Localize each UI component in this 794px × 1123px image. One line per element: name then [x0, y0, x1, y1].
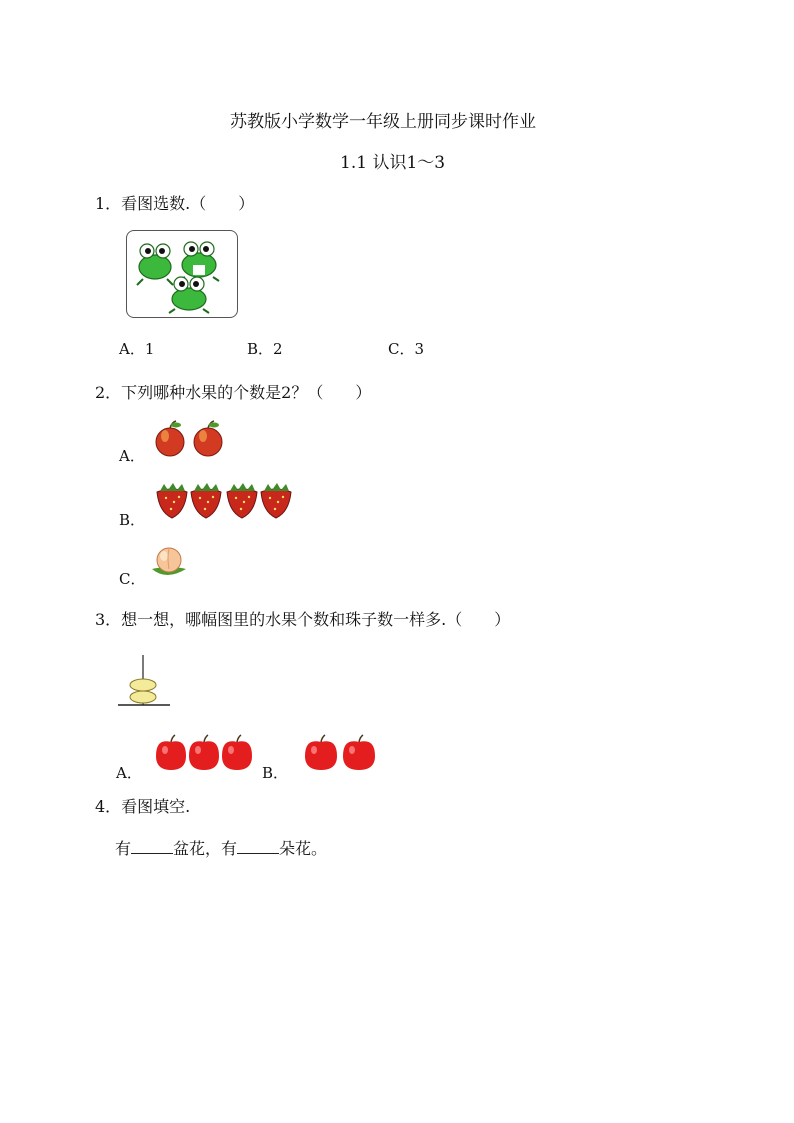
apple-icon — [343, 735, 375, 770]
question-1-stem: 1．看图选数.（ ） — [95, 194, 255, 213]
apple-icon — [156, 421, 184, 456]
strawberry-icon — [191, 483, 221, 518]
apple-icon — [305, 735, 337, 770]
peach-icon — [152, 548, 186, 575]
q4-fill-sentence — [115, 836, 327, 859]
q1-option-a: A．1 — [119, 340, 155, 358]
apple-icon — [222, 735, 252, 770]
frog-icon — [179, 242, 219, 281]
q3-option-b-label: B． — [262, 764, 289, 782]
section-title: 1.1 认识1～3 — [340, 153, 446, 173]
apple-icon — [194, 421, 222, 456]
strawberry-icon — [261, 483, 291, 518]
q3-option-b-apples — [304, 734, 380, 772]
strawberry-icon — [227, 483, 257, 518]
question-2-stem: 2．下列哪种水果的个数是2？（ ） — [95, 383, 372, 402]
strawberry-icon — [157, 483, 187, 518]
apple-icon — [156, 735, 186, 770]
bead-icon — [130, 691, 156, 703]
q2-option-b-label: B． — [119, 511, 146, 529]
q3-option-a-label: A． — [116, 764, 142, 782]
question-4-stem: 4．看图填空. — [95, 797, 191, 816]
apple-icon — [189, 735, 219, 770]
q2-peach — [150, 545, 190, 579]
q1-option-c: C．3 — [388, 340, 425, 358]
q4-text-1: 有 — [115, 839, 132, 858]
abacus-beads — [116, 655, 172, 707]
bead-icon — [130, 679, 156, 691]
q2-apples — [154, 420, 234, 460]
q4-blank-pots[interactable] — [131, 839, 173, 854]
q4-text-3: 朵花。 — [279, 839, 328, 858]
page-title: 苏教版小学数学一年级上册同步课时作业 — [230, 112, 536, 132]
frog-icon — [137, 244, 173, 285]
frog-picture — [126, 230, 238, 318]
q4-text-2: 盆花，有 — [173, 839, 238, 858]
q4-blank-flowers[interactable] — [237, 839, 279, 854]
question-3-stem: 3．想一想，哪幅图里的水果个数和珠子数一样多.（ ） — [95, 610, 511, 629]
frogs-illustration — [127, 231, 237, 317]
q2-option-c-label: C． — [119, 570, 146, 588]
q3-option-a-apples — [155, 734, 257, 772]
q1-option-b: B．2 — [247, 340, 283, 358]
q2-option-a-label: A． — [119, 447, 145, 465]
q2-strawberries — [154, 482, 296, 520]
frog-icon — [169, 277, 209, 313]
